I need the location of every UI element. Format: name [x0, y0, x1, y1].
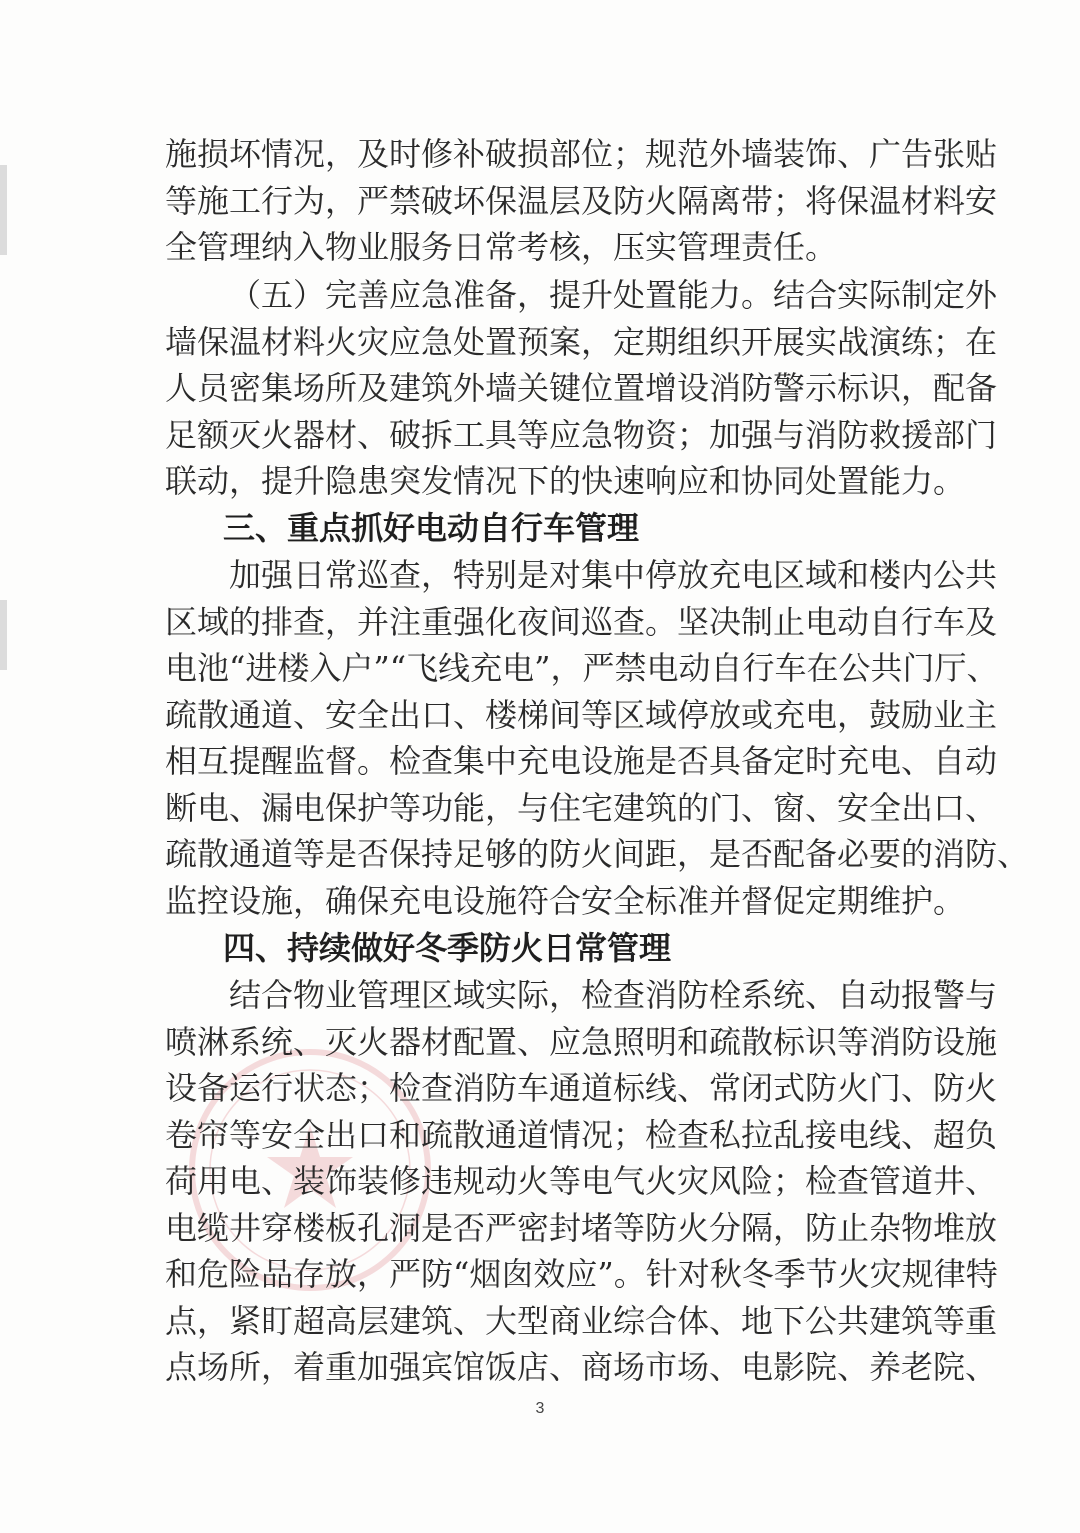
text-line: 喷淋系统、灭火器材配置、应急照明和疏散标识等消防设施: [165, 1022, 998, 1061]
scan-edge-mark: [0, 600, 7, 670]
text-line: 和危险品存放，严防“烟囱效应”。针对秋冬季节火灾规律特: [165, 1255, 998, 1293]
text-line: 监控设施，确保充电设施符合安全标准并督促定期维护。: [165, 881, 966, 920]
page-number: 3: [535, 1400, 545, 1417]
text-line: 人员密集场所及建筑外墙关键位置增设消防警示标识，配备: [165, 369, 998, 407]
scan-edge-mark: [0, 165, 7, 255]
paragraph-winter-fire-prevention: [165, 972, 998, 1391]
paragraph-ebike-management: [165, 552, 1030, 924]
text-line: 设备运行状态；检查消防车通道标线、常闭式防火门、防火: [165, 1069, 998, 1107]
text-line: 加强日常巡查，特别是对集中停放充电区域和楼内公共: [229, 556, 998, 594]
text-line: 足额灭火器材、破拆工具等应急物资；加强与消防救援部门: [165, 415, 998, 454]
text-line: 相互提醒监督。检查集中充电设施是否具备定时充电、自动: [165, 742, 998, 780]
text-line: 施损坏情况，及时修补破损部位；规范外墙装饰、广告张贴: [165, 135, 998, 173]
text-line: 结合物业管理区域实际，检查消防栓系统、自动报警与: [229, 976, 998, 1014]
text-line: （五）完善应急准备，提升处置能力。结合实际制定外: [229, 276, 998, 314]
text-line: 电池“进楼入户”“飞线充电”，严禁电动自行车在公共门厅、: [165, 649, 999, 687]
paragraph-emergency-preparedness: [165, 272, 998, 505]
text-line: 联动，提升隐患突发情况下的快速响应和协同处置能力。: [165, 462, 966, 500]
text-line: 点场所，着重加强宾馆饭店、商场市场、电影院、养老院、: [165, 1348, 998, 1386]
text-line: 等施工行为，严禁破坏保温层及防火隔离带；将保温材料安: [165, 181, 998, 220]
text-line: 墙保温材料火灾应急处置预案，定期组织开展实战演练；在: [165, 322, 998, 361]
section-heading: 四、持续做好冬季防火日常管理: [223, 929, 672, 967]
text-line: 断电、漏电保护等功能，与住宅建筑的门、窗、安全出口、: [165, 788, 998, 827]
text-line: 疏散通道等是否保持足够的防火间距，是否配备必要的消防、: [165, 835, 1030, 873]
paragraph-continuation: [165, 131, 998, 271]
section-heading: 三、重点抓好电动自行车管理: [223, 509, 640, 547]
text-line: 区域的排查，并注重强化夜间巡查。坚决制止电动自行车及: [165, 602, 998, 641]
text-line: 全管理纳入物业服务日常考核，压实管理责任。: [165, 228, 838, 266]
text-line: 荷用电、装饰装修违规动火等电气火灾风险；检查管道井、: [165, 1162, 998, 1200]
section-heading-four: [165, 925, 921, 972]
section-heading-three: [165, 505, 921, 552]
text-line: 点，紧盯超高层建筑、大型商业综合体、地下公共建筑等重: [165, 1301, 998, 1340]
text-line: 疏散通道、安全出口、楼梯间等区域停放或充电，鼓励业主: [165, 695, 998, 734]
text-line: 电缆井穿楼板孔洞是否严密封堵等防火分隔，防止杂物堆放: [165, 1208, 998, 1247]
text-line: 卷帘等安全出口和疏散通道情况；检查私拉乱接电线、超负: [165, 1115, 998, 1154]
